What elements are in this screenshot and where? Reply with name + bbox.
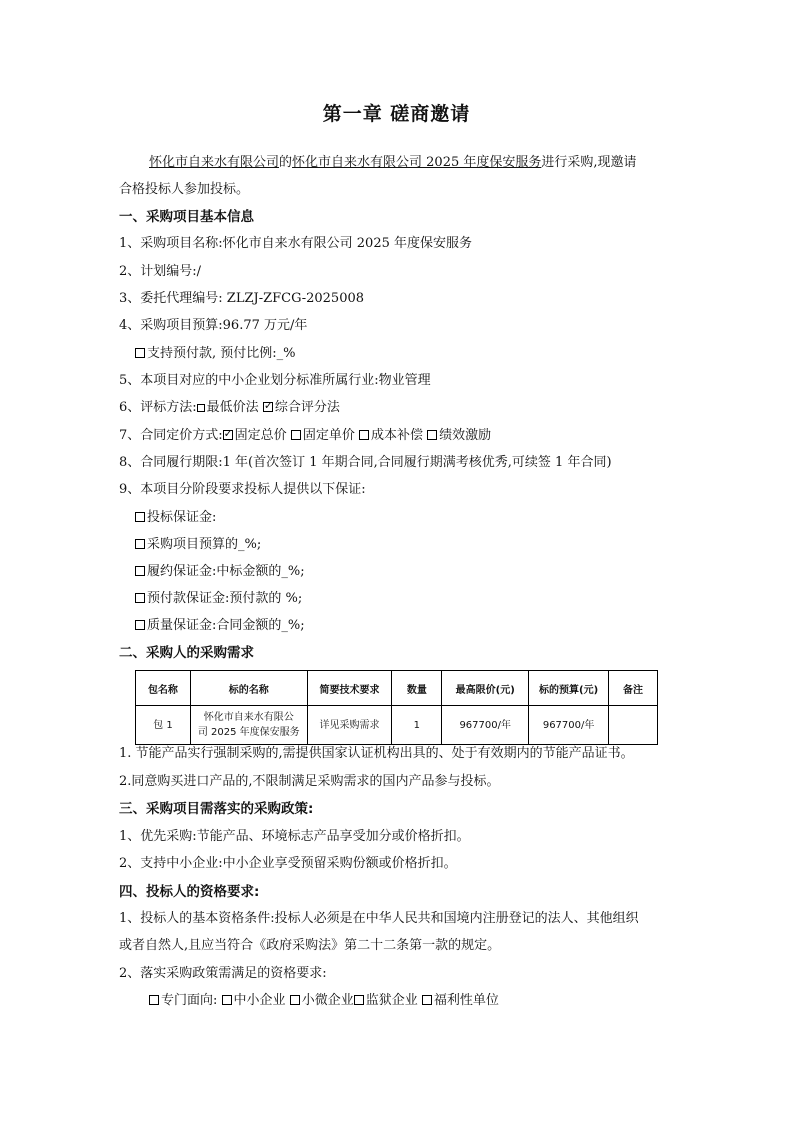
- guarantee-performance: [135, 564, 305, 580]
- fixed-total-label: 固定总价: [234, 428, 287, 443]
- welfare-unit-checkbox[interactable]: [422, 995, 432, 1005]
- s1-item-1: 1、采购项目名称:怀化市自来水有限公司 2025 年度保安服务: [119, 236, 472, 251]
- buyer-name: 怀化市自来水有限公司: [149, 155, 280, 170]
- budget-guarantee-checkbox[interactable]: [135, 539, 145, 549]
- bid-guarantee-checkbox[interactable]: [135, 512, 145, 522]
- s4-item-1-line-2: 或者自然人,且应当符合《政府采购法》第二十二条第一款的规定。: [119, 938, 501, 953]
- intro-line-2: 合格投标人参加投标。: [119, 182, 250, 197]
- performance-incentive-checkbox[interactable]: [427, 430, 437, 440]
- performance-guarantee-label: 履约保证金:中标金额的_%;: [147, 564, 305, 579]
- s3-item-1: 1、优先采购:节能产品、环境标志产品享受加分或价格折扣。: [119, 829, 470, 844]
- quality-guarantee-label: 质量保证金:合同金额的_%;: [147, 618, 305, 633]
- performance-guarantee-checkbox[interactable]: [135, 566, 145, 576]
- dedicated-label: 专门面向:: [161, 993, 218, 1008]
- item-name-line-2: 司 2025 年度保安服务: [197, 727, 300, 738]
- sme-checkbox[interactable]: [222, 995, 232, 1005]
- intro-line-1: [149, 155, 637, 171]
- cell-remarks: [609, 706, 658, 745]
- prepayment-guarantee-label: 预付款保证金:预付款的 %;: [147, 591, 303, 606]
- intro-of: 的: [279, 155, 293, 170]
- guarantee-quality: [135, 618, 305, 634]
- s2-note-2: 2.同意购买进口产品的,不限制满足采购需求的国内产品参与投标。: [119, 774, 500, 789]
- s1-item-3: 3、委托代理编号: ZLZJ-ZFCG-2025008: [119, 291, 365, 306]
- col-header-budget: 标的预算(元): [529, 671, 609, 706]
- prepayment-guarantee-checkbox[interactable]: [135, 593, 145, 603]
- dedicated-checkbox[interactable]: [149, 995, 159, 1005]
- fixed-unit-checkbox[interactable]: [291, 430, 301, 440]
- comprehensive-score-checkbox[interactable]: [263, 402, 273, 412]
- bid-guarantee-label: 投标保证金:: [147, 510, 217, 525]
- page-title: 第一章 磋商邀请: [322, 103, 471, 125]
- cost-compensation-checkbox[interactable]: [359, 430, 369, 440]
- performance-incentive-label: 绩效激励: [439, 428, 492, 443]
- s3-item-2: 2、支持中小企业:中小企业享受预留采购份额或价格折扣。: [119, 856, 457, 871]
- item-name-line-1: 怀化市自来水有限公: [203, 712, 294, 723]
- s1-item-6: [119, 400, 340, 416]
- s1-item-4: 4、采购项目预算:96.77 万元/年: [119, 318, 308, 333]
- table-row: [136, 706, 658, 745]
- prepay-label: 支持预付款, 预付比例:_%: [147, 346, 296, 361]
- micro-enterprise-checkbox[interactable]: [290, 995, 300, 1005]
- dedicated-options: [149, 993, 499, 1009]
- section-2-heading: 二、采购人的采购需求: [119, 645, 254, 661]
- cell-tech-req: 详见采购需求: [307, 706, 392, 745]
- section-1-heading: 一、采购项目基本信息: [119, 209, 254, 225]
- prison-enterprise-checkbox[interactable]: [354, 995, 364, 1005]
- fixed-unit-label: 固定单价: [302, 428, 355, 443]
- prepay-option: [135, 346, 296, 362]
- guarantee-budget: [135, 537, 261, 553]
- project-name: 怀化市自来水有限公司 2025 年度保安服务: [292, 155, 542, 170]
- col-header-remarks: 备注: [609, 671, 658, 706]
- s1-item-7: [119, 428, 491, 444]
- s1-item-9: 9、本项目分阶段要求投标人提供以下保证:: [119, 482, 366, 497]
- col-header-max-price: 最高限价(元): [442, 671, 529, 706]
- s4-item-1-line-1: 1、投标人的基本资格条件:投标人必须是在中华人民共和国境内注册登记的法人、其他组织: [119, 911, 639, 926]
- cost-compensation-label: 成本补偿: [370, 428, 423, 443]
- guarantee-bid: [135, 510, 216, 526]
- s4-item-2: 2、落实采购政策需满足的资格要求:: [119, 966, 327, 981]
- col-header-tech-req: 简要技术要求: [307, 671, 392, 706]
- intro-tail: 进行采购,现邀请: [541, 155, 637, 170]
- prison-enterprise-label: 监狱企业: [365, 993, 418, 1008]
- col-header-package: 包名称: [136, 671, 191, 706]
- col-header-quantity: 数量: [392, 671, 442, 706]
- comprehensive-score-label: 综合评分法: [274, 400, 340, 415]
- cell-max-price: 967700/年: [442, 706, 529, 745]
- cell-quantity: 1: [392, 706, 442, 745]
- col-header-item-name: 标的名称: [190, 671, 307, 706]
- guarantee-prepayment: [135, 591, 302, 607]
- s1-item-2: 2、计划编号:/: [119, 264, 202, 279]
- section-4-heading: 四、投标人的资格要求:: [119, 884, 260, 900]
- fixed-total-checkbox[interactable]: [223, 430, 233, 440]
- item7-label: 7、合同定价方式:: [119, 428, 223, 443]
- s1-item-8: 8、合同履行期限:1 年(首次签订 1 年期合同,合同履行期满考核优秀,可续签 1 年合同): [119, 455, 612, 470]
- welfare-unit-label: 福利性单位: [433, 993, 499, 1008]
- sme-label: 中小企业: [233, 993, 286, 1008]
- cell-budget: 967700/年: [529, 706, 609, 745]
- cell-item-name: [190, 706, 307, 745]
- micro-enterprise-label: 小微企业: [301, 993, 354, 1008]
- lowest-price-label: 最低价法: [206, 400, 259, 415]
- s2-note-1: 1. 节能产品实行强制采购的,需提供国家认证机构出具的、处于有效期内的节能产品证书。: [119, 746, 634, 761]
- section-3-heading: 三、采购项目需落实的采购政策:: [119, 801, 314, 817]
- requirements-table: [135, 670, 658, 745]
- table-header-row: [136, 671, 658, 706]
- s1-item-5: 5、本项目对应的中小企业划分标准所属行业:物业管理: [119, 373, 431, 388]
- cell-package: 包 1: [136, 706, 191, 745]
- item6-label: 6、评标方法:: [119, 400, 197, 415]
- lowest-price-checkbox[interactable]: [197, 404, 205, 412]
- quality-guarantee-checkbox[interactable]: [135, 620, 145, 630]
- prepay-checkbox[interactable]: [135, 348, 145, 358]
- budget-guarantee-label: 采购项目预算的_%;: [147, 537, 262, 552]
